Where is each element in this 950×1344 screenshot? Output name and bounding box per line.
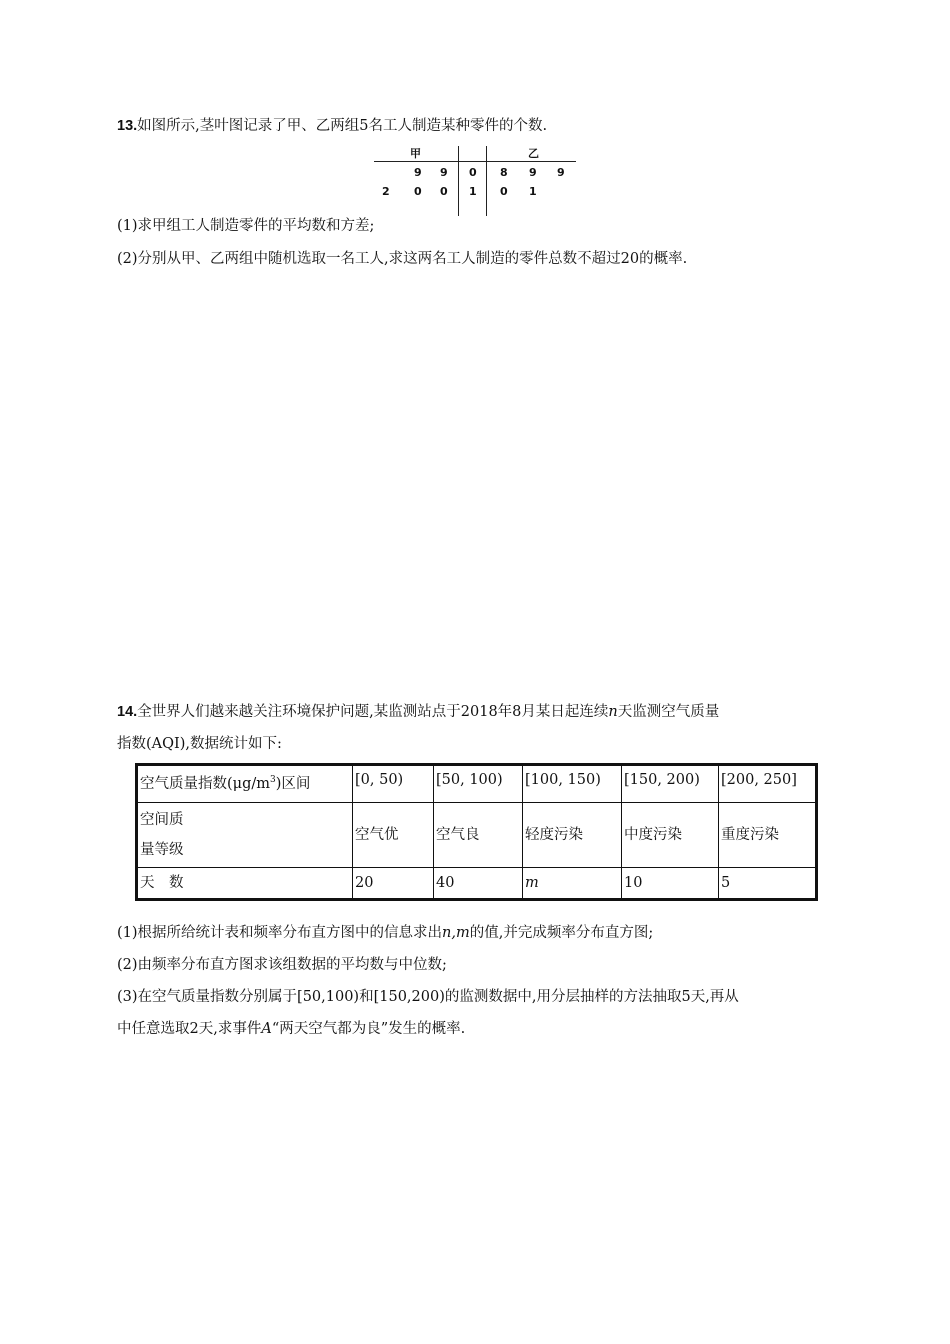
stem-leaf-right-leaf: 8 xyxy=(500,166,508,179)
table-cell: 轻度污染 xyxy=(523,803,622,868)
q14-stem-text: 天监测空气质量 xyxy=(617,704,720,720)
q14-stem-line-1 xyxy=(117,702,719,722)
table-cell: [100, 150) xyxy=(523,765,622,803)
table-header-cell xyxy=(137,765,353,803)
table-cell: [50, 100) xyxy=(434,765,523,803)
table-cell: [0, 50) xyxy=(353,765,434,803)
table-cell: 空气优 xyxy=(353,803,434,868)
table-row xyxy=(137,868,817,900)
table-header-cell xyxy=(137,803,353,868)
q13-stem: 如图所示,茎叶图记录了甲、乙两组5名工人制造某种零件的个数. xyxy=(137,118,548,134)
table-header-text: )区间 xyxy=(275,775,311,792)
table-cell: 40 xyxy=(434,868,523,900)
stem-leaf-stem: 1 xyxy=(469,185,477,198)
stem-leaf-left-leaf: 0 xyxy=(440,185,448,198)
stem-leaf-left-leaf: 2 xyxy=(382,185,390,198)
table-row xyxy=(137,803,817,868)
q13-stem-line xyxy=(117,116,547,136)
table-cell: [200, 250] xyxy=(719,765,817,803)
stem-leaf-right-leaf: 9 xyxy=(529,166,537,179)
q14-stem-text: 全世界人们越来越关注环境保护问题,某监测站点于2018年8月某日起连续 xyxy=(137,704,609,720)
q14-part-text: 的值,并完成频率分布直方图; xyxy=(469,925,654,941)
stem-leaf-header-rule xyxy=(374,161,576,162)
q14-part-text: “两天空气都为良”发生的概率. xyxy=(271,1021,466,1037)
q14-part-text: 中任意选取2天,求事件 xyxy=(117,1021,262,1037)
q14-number: 14. xyxy=(117,704,138,720)
stem-leaf-stem: 0 xyxy=(469,166,477,179)
table-cell: 重度污染 xyxy=(719,803,817,868)
q14-variable-n: n xyxy=(608,704,618,720)
table-cell: [150, 200) xyxy=(622,765,719,803)
stem-leaf-left-divider xyxy=(458,146,459,216)
table-cell: 空气良 xyxy=(434,803,523,868)
stem-leaf-right-divider xyxy=(486,146,487,216)
table-cell: m xyxy=(523,868,622,900)
q14-part-3-line-2 xyxy=(117,1019,465,1039)
table-header-cell: 天 数 xyxy=(137,868,353,900)
stem-leaf-right-leaf: 0 xyxy=(500,185,508,198)
table-header-text: 量等级 xyxy=(140,842,184,858)
q14-part-1 xyxy=(117,923,653,943)
aqi-table xyxy=(135,763,818,901)
q13-number: 13. xyxy=(117,118,138,134)
stem-leaf-left-label: 甲 xyxy=(410,147,421,160)
q14-stem-line-2: 指数(AQI),数据统计如下: xyxy=(117,736,282,752)
stem-leaf-right-leaf: 1 xyxy=(529,185,537,198)
q14-part-3-line-1: (3)在空气质量指数分别属于[50,100)和[150,200)的监测数据中,用分层抽样的方法抽取5天,再从 xyxy=(117,989,739,1005)
table-header-text: 空气质量指数(μg/m xyxy=(140,775,270,792)
table-header-sup: 3 xyxy=(270,775,276,785)
stem-leaf-left-leaf: 9 xyxy=(414,166,422,179)
table-header-text: 空间质 xyxy=(140,812,184,828)
q13-part-1: (1)求甲组工人制造零件的平均数和方差; xyxy=(117,218,375,234)
q14-part-text: (1)根据所给统计表和频率分布直方图中的信息求出 xyxy=(117,925,443,941)
stem-leaf-left-leaf: 9 xyxy=(440,166,448,179)
q14-event-a: A xyxy=(261,1021,272,1037)
table-row xyxy=(137,765,817,803)
stem-leaf-right-label: 乙 xyxy=(528,147,539,160)
stem-leaf-diagram xyxy=(372,146,578,218)
stem-leaf-right-leaf: 9 xyxy=(557,166,565,179)
table-cell: 中度污染 xyxy=(622,803,719,868)
q13-part-2: (2)分别从甲、乙两组中随机选取一名工人,求这两名工人制造的零件总数不超过20的概率. xyxy=(117,251,688,267)
table-cell: 20 xyxy=(353,868,434,900)
table-cell: 5 xyxy=(719,868,817,900)
q14-variables: n,m xyxy=(442,925,470,941)
stem-leaf-left-leaf: 0 xyxy=(414,185,422,198)
table-cell: 10 xyxy=(622,868,719,900)
q14-part-2: (2)由频率分布直方图求该组数据的平均数与中位数; xyxy=(117,957,447,973)
